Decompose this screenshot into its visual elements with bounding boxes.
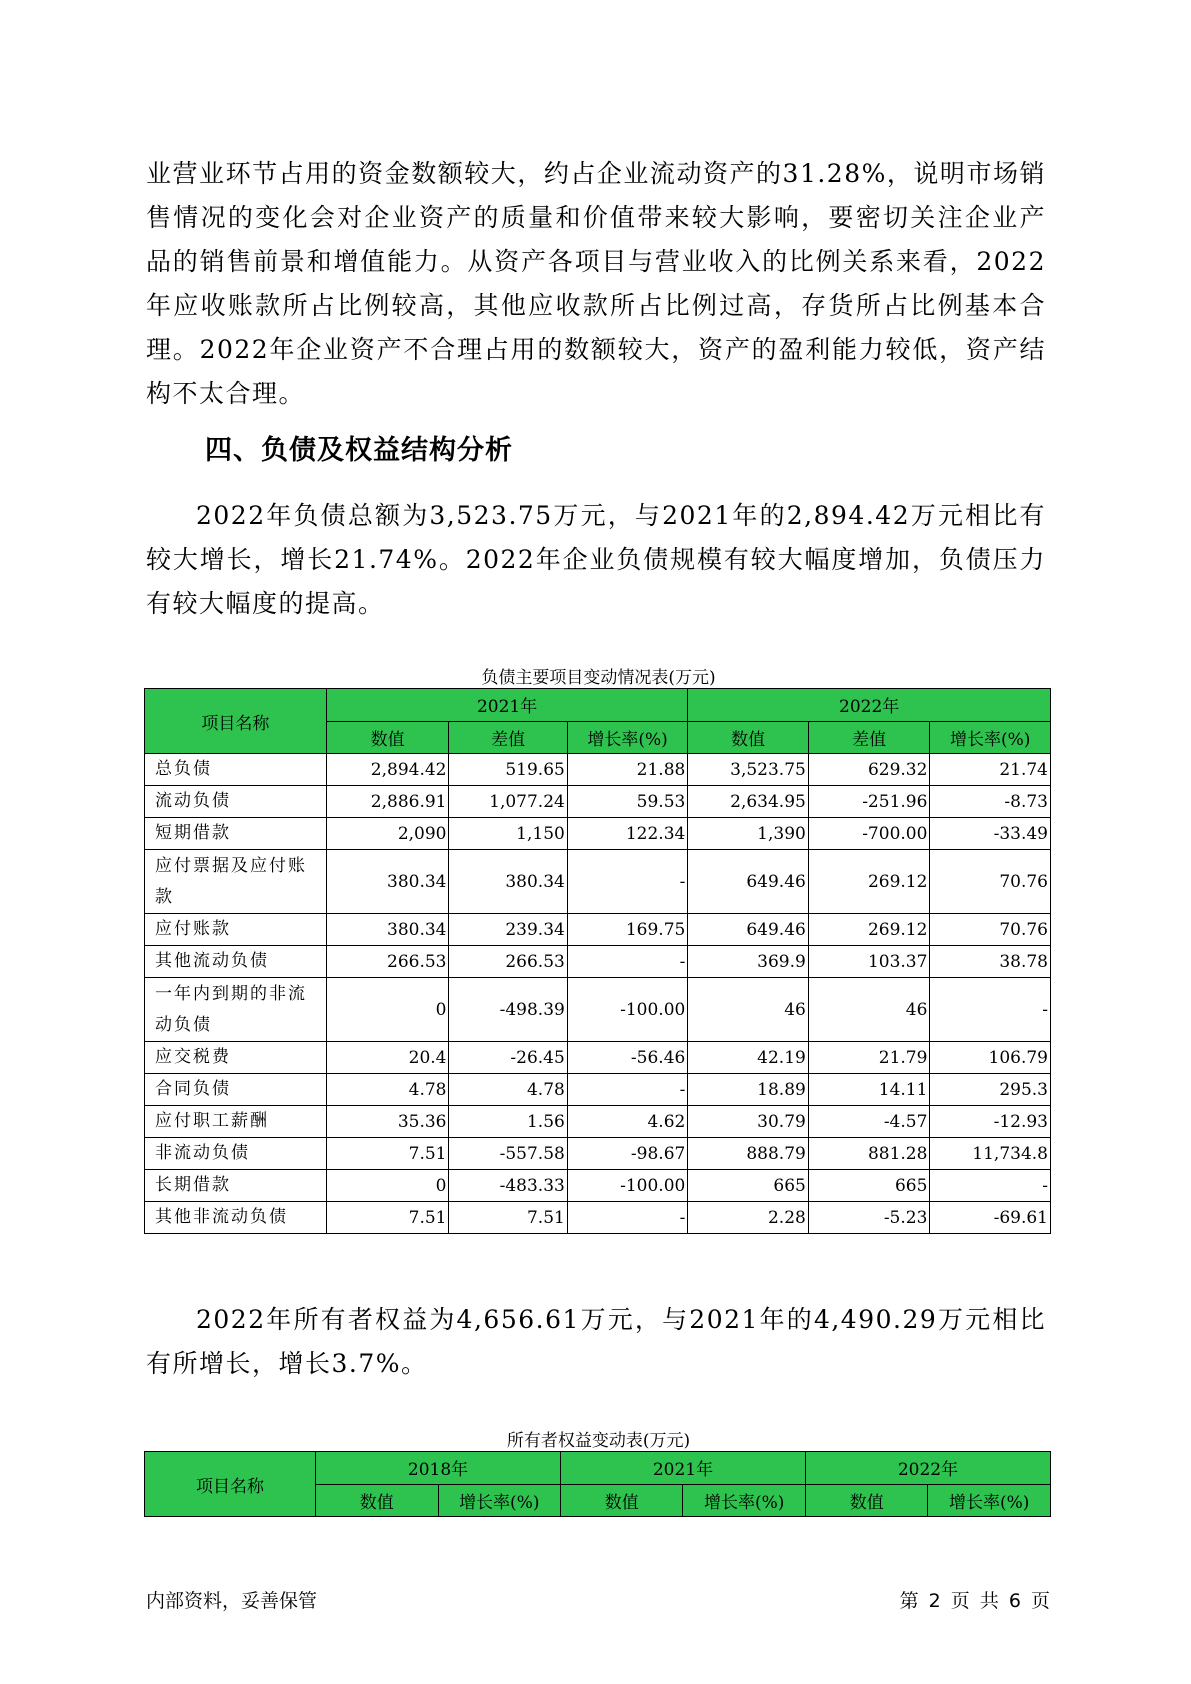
cell: 2,090	[326, 818, 449, 850]
column-header-value: 数值	[688, 721, 809, 754]
column-header-rate: 增长率(%)	[567, 721, 688, 754]
row-label: 短期借款	[145, 818, 327, 850]
cell: -26.45	[449, 1042, 567, 1074]
liabilities-table	[144, 688, 1051, 1234]
cell: 30.79	[688, 1106, 809, 1138]
cell: 106.79	[930, 1042, 1051, 1074]
cell: 239.34	[449, 914, 567, 946]
cell: 1,390	[688, 818, 809, 850]
cell: 7.51	[326, 1202, 449, 1234]
cell: 21.79	[808, 1042, 930, 1074]
column-header-year-2018: 2018年	[316, 1452, 561, 1485]
cell: 1,150	[449, 818, 567, 850]
cell: 11,734.8	[930, 1138, 1051, 1170]
cell: -700.00	[808, 818, 930, 850]
cell: -	[930, 978, 1051, 1042]
row-label: 一年内到期的非流动负债	[145, 978, 327, 1042]
table-caption-equity: 所有者权益变动表(万元)	[506, 1431, 691, 1451]
row-label: 应付账款	[145, 914, 327, 946]
cell: -100.00	[567, 978, 688, 1042]
cell: 35.36	[326, 1106, 449, 1138]
column-header-value: 数值	[805, 1484, 927, 1517]
cell: 649.46	[688, 850, 809, 914]
column-header-year-2022: 2022年	[688, 689, 1051, 722]
column-header-year-2021: 2021年	[326, 689, 688, 722]
table-row	[145, 1106, 1051, 1138]
cell: 103.37	[808, 946, 930, 978]
cell: 380.34	[449, 850, 567, 914]
section-heading: 四、负债及权益结构分析	[205, 435, 513, 466]
cell: 59.53	[567, 786, 688, 818]
cell: -4.57	[808, 1106, 930, 1138]
cell: 46	[688, 978, 809, 1042]
cell: 169.75	[567, 914, 688, 946]
cell: -69.61	[930, 1202, 1051, 1234]
row-label: 流动负债	[145, 786, 327, 818]
cell: -498.39	[449, 978, 567, 1042]
table-row	[145, 1074, 1051, 1106]
table-row	[145, 914, 1051, 946]
cell: -12.93	[930, 1106, 1051, 1138]
cell: 4.78	[449, 1074, 567, 1106]
body-paragraph-assets: 业营业环节占用的资金数额较大，约占企业流动资产的31.28%，说明市场销售情况的变化会对企业资产的质量和价值带来较大影响，要密切关注企业产品的销售前景和增值能力。从资产各项目与营业收入的比例关系来看，2022年应收账款所占比例较高，其他应收款所占比例过高，存货所占比例基本合理。2022年企业资产不合理占用的数额较大，资产的盈利能力较低，资产结构不太合理。	[146, 159, 1046, 408]
column-header-item-name: 项目名称	[145, 1452, 316, 1517]
cell: 38.78	[930, 946, 1051, 978]
cell: 665	[808, 1170, 930, 1202]
column-header-diff: 差值	[449, 721, 567, 754]
cell: 20.4	[326, 1042, 449, 1074]
cell: -33.49	[930, 818, 1051, 850]
cell: 21.74	[930, 754, 1051, 786]
cell: 629.32	[808, 754, 930, 786]
row-label: 其他非流动负债	[145, 1202, 327, 1234]
cell: 519.65	[449, 754, 567, 786]
column-header-rate: 增长率(%)	[930, 721, 1051, 754]
cell: 266.53	[326, 946, 449, 978]
column-header-rate: 增长率(%)	[928, 1484, 1051, 1517]
row-label: 其他流动负债	[145, 946, 327, 978]
row-label: 应付票据及应付账款	[145, 850, 327, 914]
cell: -100.00	[567, 1170, 688, 1202]
cell: -	[567, 946, 688, 978]
column-header-rate: 增长率(%)	[683, 1484, 805, 1517]
cell: 665	[688, 1170, 809, 1202]
cell: -	[567, 1202, 688, 1234]
row-label: 应交税费	[145, 1042, 327, 1074]
row-label: 非流动负债	[145, 1138, 327, 1170]
row-label: 总负债	[145, 754, 327, 786]
cell: -483.33	[449, 1170, 567, 1202]
footer-confidential-note: 内部资料，妥善保管	[146, 1590, 318, 1612]
column-header-value: 数值	[316, 1484, 438, 1517]
cell: 7.51	[449, 1202, 567, 1234]
row-label: 应付职工薪酬	[145, 1106, 327, 1138]
cell: 888.79	[688, 1138, 809, 1170]
cell: -5.23	[808, 1202, 930, 1234]
row-label: 长期借款	[145, 1170, 327, 1202]
row-label: 合同负债	[145, 1074, 327, 1106]
table-row	[145, 946, 1051, 978]
cell: 380.34	[326, 850, 449, 914]
cell: -557.58	[449, 1138, 567, 1170]
cell: -8.73	[930, 786, 1051, 818]
cell: 18.89	[688, 1074, 809, 1106]
cell: 266.53	[449, 946, 567, 978]
cell: 4.62	[567, 1106, 688, 1138]
cell: 0	[326, 1170, 449, 1202]
cell: 1,077.24	[449, 786, 567, 818]
cell: 2,894.42	[326, 754, 449, 786]
cell: 21.88	[567, 754, 688, 786]
equity-table	[144, 1451, 1051, 1517]
cell: 70.76	[930, 850, 1051, 914]
cell: 1.56	[449, 1106, 567, 1138]
column-header-value: 数值	[326, 721, 449, 754]
table-row	[145, 1138, 1051, 1170]
table-row	[145, 754, 1051, 786]
page-number: 第 2 页 共 6 页	[899, 1590, 1050, 1612]
table-row	[145, 978, 1051, 1042]
cell: 269.12	[808, 914, 930, 946]
cell: 14.11	[808, 1074, 930, 1106]
column-header-year-2021: 2021年	[561, 1452, 806, 1485]
table-row	[145, 1042, 1051, 1074]
cell: 42.19	[688, 1042, 809, 1074]
cell: 3,523.75	[688, 754, 809, 786]
cell: -	[567, 1074, 688, 1106]
table-row	[145, 786, 1051, 818]
table-caption-liabilities: 负债主要项目变动情况表(万元)	[481, 668, 716, 688]
cell: 2.28	[688, 1202, 809, 1234]
body-paragraph-equity: 2022年所有者权益为4,656.61万元，与2021年的4,490.29万元相比有所增长，增长3.7%。	[146, 1305, 1046, 1378]
column-header-item-name: 项目名称	[145, 689, 327, 754]
cell: 380.34	[326, 914, 449, 946]
cell: 7.51	[326, 1138, 449, 1170]
cell: -56.46	[567, 1042, 688, 1074]
cell: 70.76	[930, 914, 1051, 946]
cell: 4.78	[326, 1074, 449, 1106]
column-header-rate: 增长率(%)	[438, 1484, 560, 1517]
table-row	[145, 818, 1051, 850]
cell: 369.9	[688, 946, 809, 978]
table-row	[145, 850, 1051, 914]
cell: -251.96	[808, 786, 930, 818]
column-header-diff: 差值	[808, 721, 930, 754]
cell: 649.46	[688, 914, 809, 946]
cell: 295.3	[930, 1074, 1051, 1106]
cell: 269.12	[808, 850, 930, 914]
cell: -	[930, 1170, 1051, 1202]
body-paragraph-liabilities: 2022年负债总额为3,523.75万元，与2021年的2,894.42万元相比有较大增长，增长21.74%。2022年企业负债规模有较大幅度增加，负债压力有较大幅度的提高。	[146, 501, 1046, 618]
cell: 46	[808, 978, 930, 1042]
cell: -98.67	[567, 1138, 688, 1170]
cell: -	[567, 850, 688, 914]
column-header-year-2022: 2022年	[805, 1452, 1050, 1485]
table-row	[145, 1170, 1051, 1202]
cell: 122.34	[567, 818, 688, 850]
cell: 0	[326, 978, 449, 1042]
cell: 2,886.91	[326, 786, 449, 818]
column-header-value: 数值	[561, 1484, 683, 1517]
cell: 2,634.95	[688, 786, 809, 818]
table-row	[145, 1202, 1051, 1234]
cell: 881.28	[808, 1138, 930, 1170]
